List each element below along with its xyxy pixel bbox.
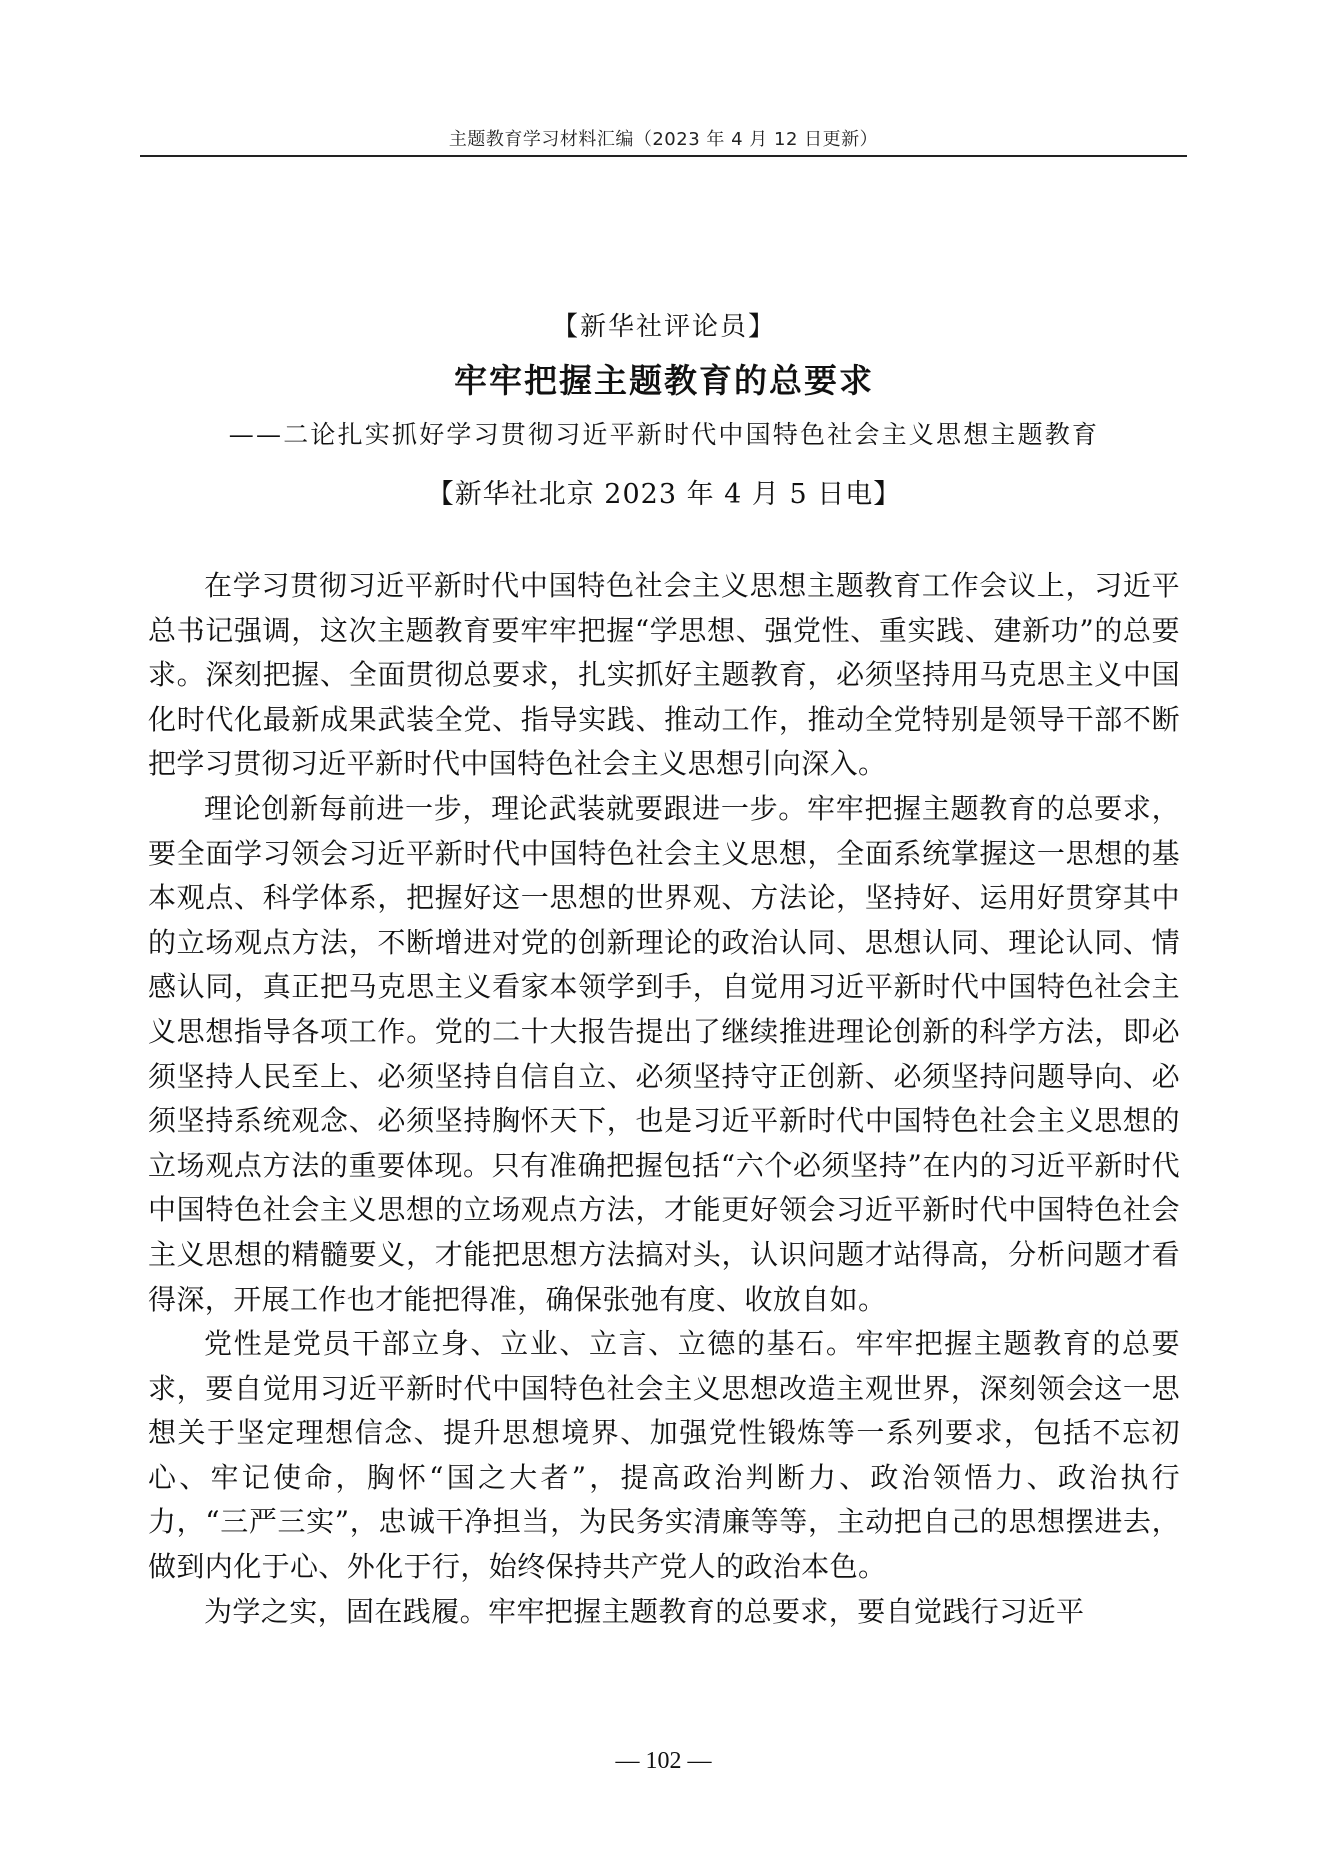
body-paragraph: 理论创新每前进一步，理论武装就要跟进一步。牢牢把握主题教育的总要求，要全面学习领会习近平新时代中国特色社会主义思想，全面系统掌握这一思想的基本观点、科学体系，把握好这一思想的世界观、方法论，坚持好、运用好贯穿其中的立场观点方法，不断增进对党的创新理论的政治认同、思想认同、理论认同、情感认同，真正把马克思主义看家本领学到手，自觉用习近平新时代中国特色社会主义思想指导各项工作。党的二十大报告提出了继续推进理论创新的科学方法，即必须坚持人民至上、必须坚持自信自立、必须坚持守正创新、必须坚持问题导向、必须坚持系统观念、必须坚持胸怀天下，也是习近平新时代中国特色社会主义思想的立场观点方法的重要体现。只有准确把握包括“六个必须坚持”在内的习近平新时代中国特色社会主义思想的立场观点方法，才能更好领会习近平新时代中国特色社会主义思想的精髓要义，才能把思想方法搞对头，认识问题才站得高，分析问题才看得深，开展工作也才能把得准，确保张弛有度、收放自如。: [148, 791, 1180, 1316]
article-body: [148, 564, 1180, 1634]
body-paragraph: 党性是党员干部立身、立业、立言、立德的基石。牢牢把握主题教育的总要求，要自觉用习近平新时代中国特色社会主义思想改造主观世界，深刻领会这一思想关于坚定理想信念、提升思想境界、加强党性锻炼等一系列要求，包括不忘初心、牢记使命，胸怀“国之大者”，提高政治判断力、政治领悟力、政治执行力，“三严三实”，忠诚干净担当，为民务实清廉等等，主动把自己的思想摆进去，做到内化于心、外化于行，始终保持共产党人的政治本色。: [148, 1327, 1180, 1584]
body-paragraph: 在学习贯彻习近平新时代中国特色社会主义思想主题教育工作会议上，习近平总书记强调，这次主题教育要牢牢把握“学思想、强党性、重实践、建新功”的总要求。深刻把握、全面贯彻总要求，扎实抓好主题教育，必须坚持用马克思主义中国化时代化最新成果武装全党、指导实践、推动工作，推动全党特别是领导干部不断把学习贯彻习近平新时代中国特色社会主义思想引向深入。: [148, 569, 1180, 781]
running-header-title: 主题教育学习材料汇编（2023 年 4 月 12 日更新）: [448, 129, 879, 150]
body-paragraph: 为学之实，固在践履。牢牢把握主题教育的总要求，要自觉践行习近平: [204, 1594, 1085, 1628]
page-number: — 102 —: [615, 1748, 712, 1774]
article-title: 牢牢把握主题教育的总要求: [454, 361, 874, 400]
article-kicker: 【新华社评论员】: [551, 312, 776, 342]
header-divider: [140, 155, 1187, 157]
article-subtitle: ——二论扎实抓好学习贯彻习近平新时代中国特色社会主义思想主题教育: [228, 420, 1100, 449]
article-dateline: 【新华社北京 2023 年 4 月 5 日电】: [426, 479, 902, 510]
